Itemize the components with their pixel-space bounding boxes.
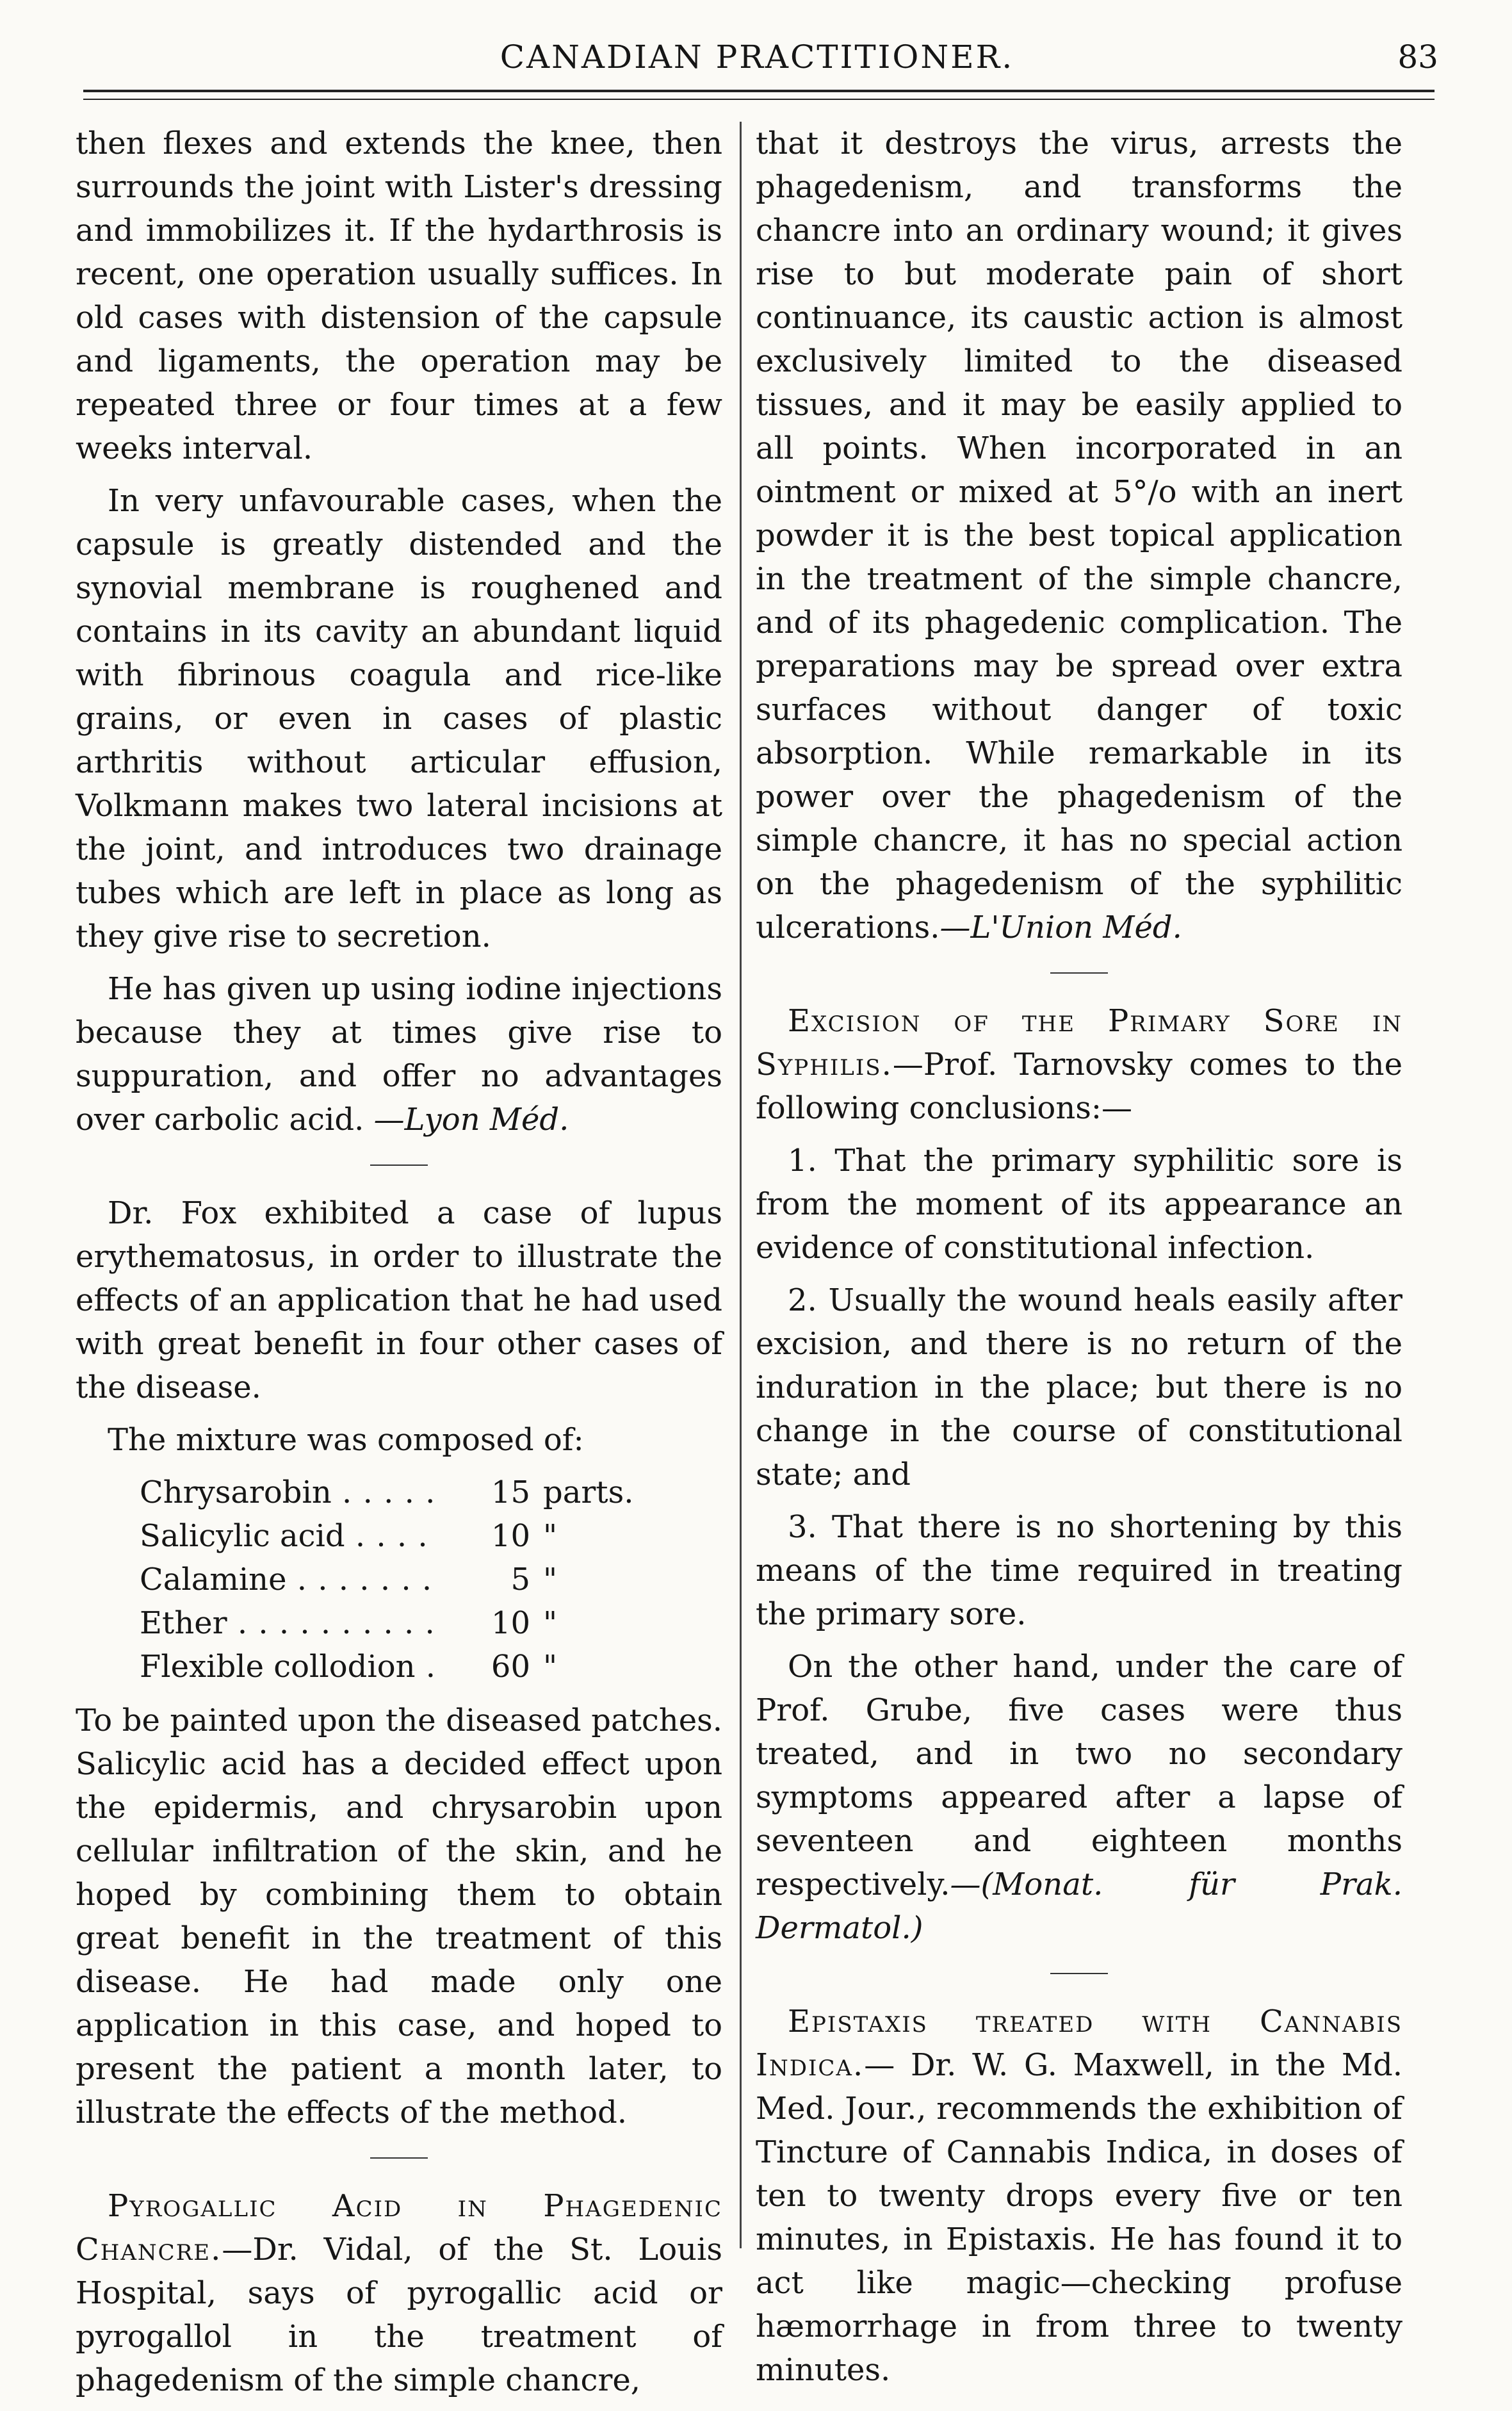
paragraph: To be painted upon the diseased patches. Salicylic acid has a decided effect upon the epidermis, and chrysarobin upon cellular infiltration of the skin, and he hoped by combining them to obtain great benefit in the treatment of this disease. He had made only one application in this case, and hoped to present the patient a month later, to illustrate the effects of the method.: [76, 1703, 722, 2130]
paragraph-text: On the other hand, under the care of Prof. Grube, five cases were thus treated, and in two no secondary symptoms appeared after a lapse of seventeen and eighteen months respectively.: [756, 1649, 1402, 1902]
section-separator: [1050, 972, 1108, 974]
ingredient-unit: ": [543, 1562, 558, 1598]
paragraph: In very unfavourable cases, when the capsule is greatly distended and the synovial membrane is roughened and contains in its cavity an abundant liquid with fibrinous coagula and rice-like grains, or even in cases of plastic arthritis without articular effusion, Volkmann makes two lateral incisions at the joint, and introduces two drainage tubes which are left in place as long as they give rise to secretion.: [76, 483, 722, 954]
recipe-row: [140, 1558, 652, 1601]
list-item: 2. Usually the wound heals easily after excision, and there is no return of the induration in the place; but there is no change in the course of constitutional state; and: [756, 1282, 1402, 1492]
ingredient-name: Flexible collodion . . .: [140, 1645, 441, 1688]
ingredient-unit: parts.: [543, 1475, 634, 1510]
ingredient-quantity: 5: [510, 1562, 530, 1598]
section-separator: [370, 1165, 428, 1166]
paragraph: [76, 967, 722, 1141]
source-citation: —(Monat. für Prak. Dermatol.): [756, 1867, 1402, 1946]
header-rule-thin: [83, 99, 1435, 100]
paragraph: [756, 999, 1402, 1130]
page-header: [76, 33, 1438, 91]
ingredient-unit: ": [543, 1649, 558, 1685]
section-heading: Epistaxis treated with Cannabis Indica.: [756, 2004, 1402, 2083]
left-column: [76, 122, 722, 2411]
recipe-row: [140, 1645, 652, 1688]
source-citation: —L'Union Méd.: [939, 910, 1182, 945]
source-citation: —Lyon Méd.: [373, 1102, 569, 1138]
running-title: CANADIAN PRACTITIONER.: [500, 38, 1014, 76]
paragraph: Dr. Fox exhibited a case of lupus erythematosus, in order to illustrate the effects of an application that he had used with great benefit in four other cases of the disease.: [76, 1195, 722, 1405]
paragraph-text: that it destroys the virus, arrests the phagedenism, and transforms the chancre into an ordinary wound; it gives rise to but moderate pain of short continuance, its caustic action is almost exclusively limited to the diseased tissues, and it may be easily applied to all points. When incorporated in an ointment or mixed at 5°/o with an inert powder it is the best topical application in the treatment of the simple chancre, and of its phagedenic complication. The preparations may be spread over extra surfaces without danger of toxic absorption. While remarkable in its power over the phagedenism of the simple chancre, it has no special action on the phagedenism of the syphilitic ulcerations.: [756, 126, 1402, 945]
section-separator: [370, 2157, 428, 2159]
paragraph: The mixture was composed of:: [108, 1422, 584, 1458]
recipe-table: [140, 1471, 722, 1688]
paragraph: [756, 2000, 1402, 2392]
column-divider: [740, 122, 742, 2248]
header-rule: [83, 90, 1435, 92]
paragraph-text: —Dr. Vidal, of the St. Louis Hospital, says of pyrogallic acid or pyrogallol in the treatment of phagedenism of the simple chancre,: [76, 2232, 722, 2398]
paragraph-text: — Dr. W. G. Maxwell, in the Md. Med. Jour., recommends the exhibition of Tincture of Cannabis Indica, in doses of ten to twenty drops every five or ten minutes, in Epistaxis. He has found it to act like magic—checking profuse hæmorrhage in from three to twenty minutes.: [756, 2047, 1402, 2388]
ingredient-name: Salicylic acid . . .: [140, 1514, 441, 1558]
ingredient-name: Ether . . .: [140, 1601, 441, 1645]
paragraph: then flexes and extends the knee, then surrounds the joint with Lister's dressing and immobilizes it. If the hydarthrosis is recent, one operation usually suffices. In old cases with distension of the capsule and ligaments, the operation may be repeated three or four times at a few weeks interval.: [76, 126, 722, 466]
ingredient-name: Calamine . . .: [140, 1558, 441, 1601]
paragraph-text: He has given up using iodine injections because they at times give rise to suppuration, and offer no advantages over carbolic acid.: [76, 971, 722, 1138]
section-heading: Excision of the Primary Sore in Syphilis.: [756, 1003, 1402, 1083]
ingredient-quantity: 10: [491, 1605, 530, 1641]
list-item: 1. That the primary syphilitic sore is from the moment of its appearance an evidence of constitutional infection.: [756, 1143, 1402, 1266]
recipe-row: [140, 1471, 652, 1514]
paragraph-text: —Prof. Tarnovsky comes to the following conclusions:—: [756, 1047, 1402, 1126]
recipe-row: [140, 1514, 652, 1558]
ingredient-name: Chrysarobin . . .: [140, 1471, 441, 1514]
recipe-row: [140, 1601, 652, 1645]
page-number: 83: [1397, 38, 1438, 76]
ingredient-quantity: 10: [491, 1518, 530, 1554]
list-item: 3. That there is no shortening by this means of the time required in treating the primary sore.: [756, 1509, 1402, 1632]
right-column: [756, 122, 1402, 2401]
paragraph: [756, 1645, 1402, 1950]
ingredient-quantity: 15: [491, 1475, 530, 1510]
paragraph: [756, 122, 1402, 949]
section-heading: Pyrogallic Acid in Phagedenic Chancre.: [76, 2188, 722, 2268]
section-separator: [1050, 1973, 1108, 1974]
ingredient-unit: ": [543, 1605, 558, 1641]
paragraph: [76, 2184, 722, 2402]
ingredient-quantity: 60: [491, 1649, 530, 1685]
ingredient-unit: ": [543, 1518, 558, 1554]
